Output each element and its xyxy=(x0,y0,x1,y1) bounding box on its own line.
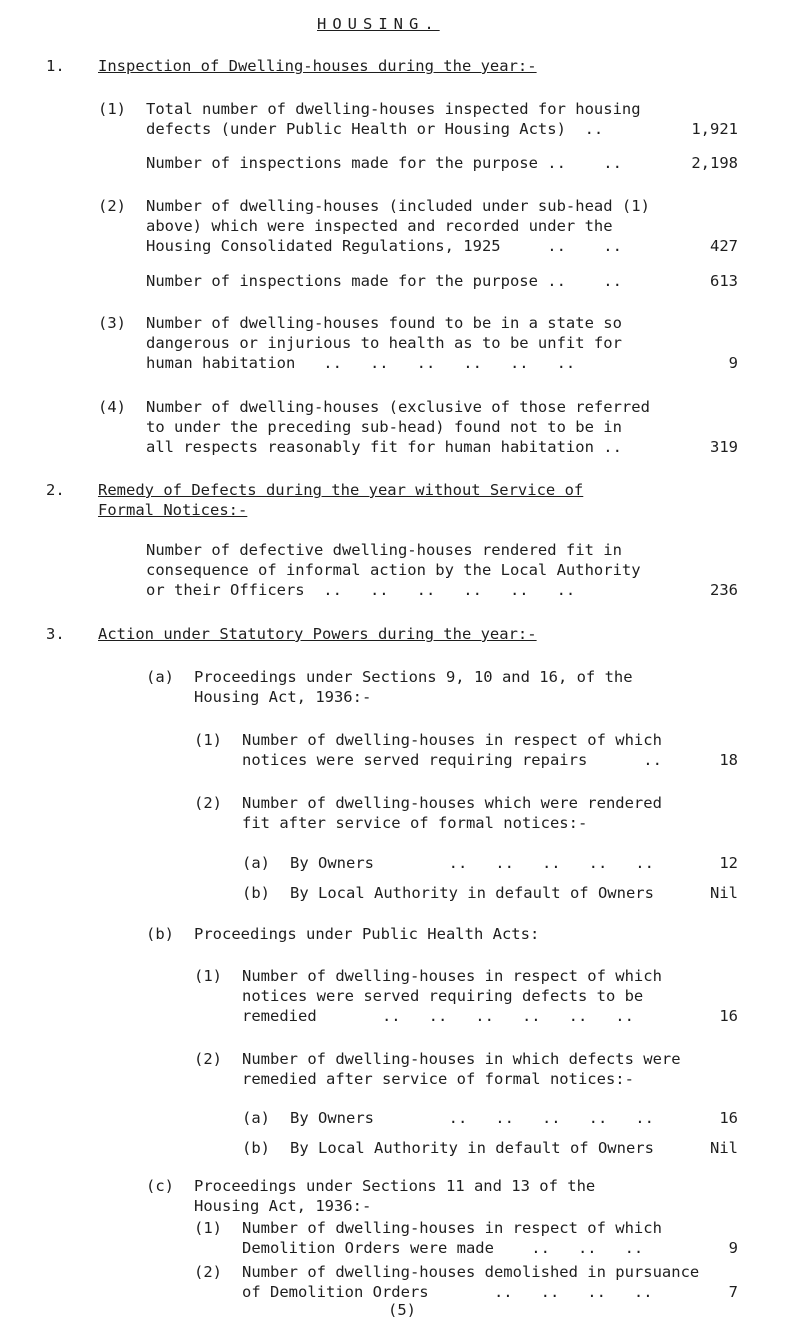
item-line: fit after service of formal notices:- xyxy=(242,814,588,832)
sub-item-label: (a) xyxy=(242,1109,270,1127)
item-line: dangerous or injurious to health as to be unfit for xyxy=(146,334,622,352)
item-line: Number of inspections made for the purpose .. .. xyxy=(146,154,622,172)
item-label: (1) xyxy=(194,1219,222,1237)
sub-item-label: (a) xyxy=(242,854,270,872)
item-line: notices were served requiring defects to be xyxy=(242,987,644,1005)
item-label: (2) xyxy=(98,197,126,215)
item-value: Nil xyxy=(710,884,738,902)
item-value: 7 xyxy=(728,1283,738,1301)
page-number: (5) xyxy=(388,1301,416,1319)
item-line: Number of dwelling-houses in which defects were xyxy=(242,1050,681,1068)
subsection-label: (b) xyxy=(146,925,174,943)
item-label: (2) xyxy=(194,1050,222,1068)
item-line: above) which were inspected and recorded under the xyxy=(146,217,613,235)
item-line: remedied after service of formal notices:- xyxy=(242,1070,634,1088)
item-line: to under the preceding sub-head) found not to be in xyxy=(146,418,622,436)
subsection-line: Proceedings under Sections 9, 10 and 16, of the xyxy=(194,668,633,686)
section-number: 2. xyxy=(46,481,65,499)
item-value: 613 xyxy=(710,272,738,290)
item-line: notices were served requiring repairs .. xyxy=(242,751,662,769)
item-line: of Demolition Orders .. .. .. .. xyxy=(242,1283,653,1301)
subsection-line: Housing Act, 1936:- xyxy=(194,1197,372,1215)
item-line: Number of dwelling-houses in respect of which xyxy=(242,731,662,749)
item-value: 9 xyxy=(728,354,738,372)
item-line: human habitation .. .. .. .. .. .. xyxy=(146,354,576,372)
item-value: 18 xyxy=(719,751,738,769)
item-line: Number of dwelling-houses demolished in pursuance xyxy=(242,1263,700,1281)
item-value: 16 xyxy=(719,1007,738,1025)
sub-item-text: By Local Authority in default of Owners xyxy=(290,1139,654,1157)
subsection-line: Proceedings under Sections 11 and 13 of the xyxy=(194,1177,596,1195)
section-heading: Action under Statutory Powers during the year:- xyxy=(98,625,537,643)
section-number: 3. xyxy=(46,625,65,643)
subsection-label: (a) xyxy=(146,668,174,686)
item-line: Number of dwelling-houses in respect of which xyxy=(242,967,662,985)
body-line: consequence of informal action by the Local Authority xyxy=(146,561,641,579)
sub-item-label: (b) xyxy=(242,1139,270,1157)
sub-item-label: (b) xyxy=(242,884,270,902)
item-value: 9 xyxy=(728,1239,738,1257)
item-line: Number of dwelling-houses which were rendered xyxy=(242,794,662,812)
subsection-label: (c) xyxy=(146,1177,174,1195)
section-number: 1. xyxy=(46,57,65,75)
item-value: 427 xyxy=(710,237,738,255)
subsection-line: Proceedings under Public Health Acts: xyxy=(194,925,540,943)
item-line: Demolition Orders were made .. .. .. xyxy=(242,1239,644,1257)
item-value: 12 xyxy=(719,854,738,872)
item-label: (1) xyxy=(194,967,222,985)
item-line: remedied .. .. .. .. .. .. xyxy=(242,1007,634,1025)
section-heading: Inspection of Dwelling-houses during the year:- xyxy=(98,57,537,75)
item-value: 319 xyxy=(710,438,738,456)
item-value: 16 xyxy=(719,1109,738,1127)
item-value: 236 xyxy=(710,581,738,599)
item-line: Number of dwelling-houses in respect of which xyxy=(242,1219,662,1237)
item-line: Number of dwelling-houses (included under sub-head (1) xyxy=(146,197,650,215)
item-value: 2,198 xyxy=(691,154,738,172)
item-label: (2) xyxy=(194,1263,222,1281)
item-line: defects (under Public Health or Housing Acts) .. xyxy=(146,120,613,138)
section-heading: Formal Notices:- xyxy=(98,501,248,519)
page-title: HOUSING. xyxy=(317,15,440,33)
item-line: Housing Consolidated Regulations, 1925 .. .. xyxy=(146,237,622,255)
sub-item-text: By Local Authority in default of Owners xyxy=(290,884,654,902)
item-line: Number of dwelling-houses (exclusive of those referred xyxy=(146,398,650,416)
item-label: (1) xyxy=(194,731,222,749)
item-label: (2) xyxy=(194,794,222,812)
item-label: (1) xyxy=(98,100,126,118)
item-line: Number of dwelling-houses found to be in a state so xyxy=(146,314,622,332)
body-line: or their Officers .. .. .. .. .. .. xyxy=(146,581,576,599)
section-heading: Remedy of Defects during the year without Service of xyxy=(98,481,584,499)
item-value: Nil xyxy=(710,1139,738,1157)
item-line: Total number of dwelling-houses inspected for housing xyxy=(146,100,641,118)
item-label: (3) xyxy=(98,314,126,332)
sub-item-text: By Owners .. .. .. .. .. xyxy=(290,1109,654,1127)
item-value: 1,921 xyxy=(691,120,738,138)
subsection-line: Housing Act, 1936:- xyxy=(194,688,372,706)
item-label: (4) xyxy=(98,398,126,416)
sub-item-text: By Owners .. .. .. .. .. xyxy=(290,854,654,872)
item-line: all respects reasonably fit for human habitation .. xyxy=(146,438,622,456)
body-line: Number of defective dwelling-houses rendered fit in xyxy=(146,541,622,559)
item-line: Number of inspections made for the purpose .. .. xyxy=(146,272,622,290)
